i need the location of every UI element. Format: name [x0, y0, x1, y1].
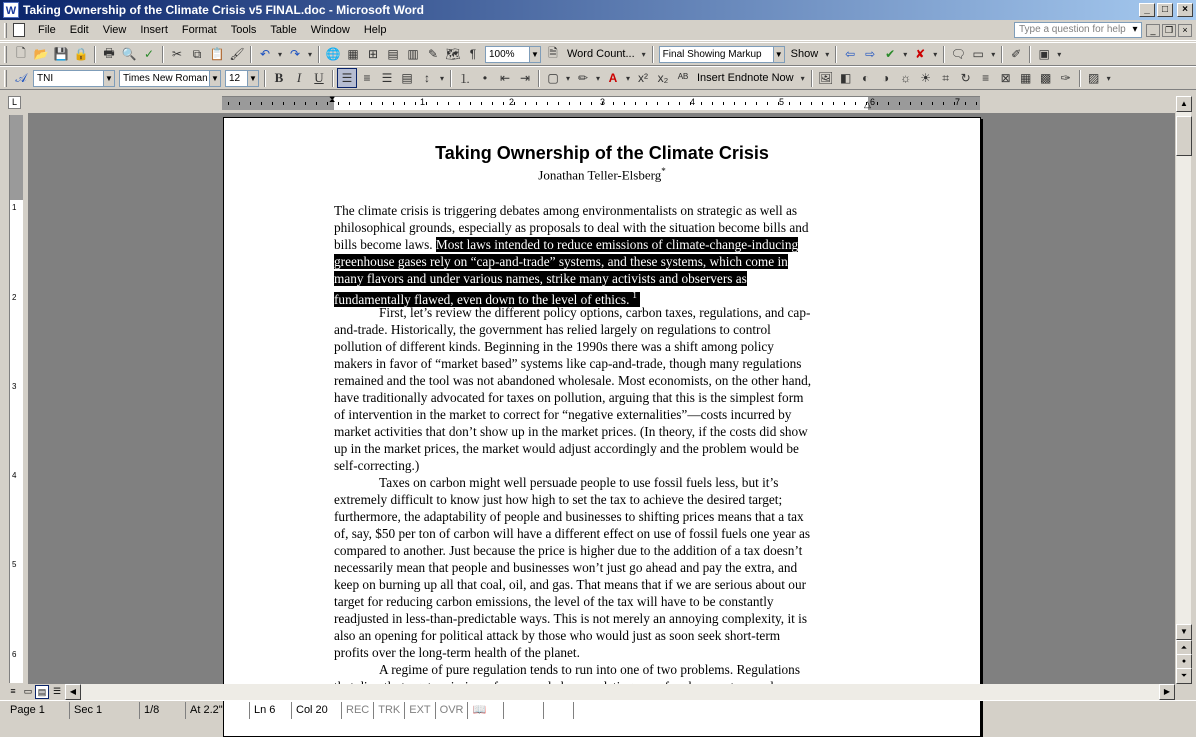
italic-button[interactable]: I	[296, 70, 302, 85]
word-count-dropdown-icon[interactable]: ▾	[641, 49, 646, 59]
status-line: Ln 6	[250, 702, 292, 719]
font-size-select[interactable]	[225, 70, 259, 87]
ruler-number: 4	[690, 97, 696, 107]
vertical-scrollbar[interactable]	[1175, 96, 1191, 684]
footnote-reference[interactable]: 1	[632, 290, 637, 301]
previous-page-icon[interactable]: ⏶	[1176, 640, 1192, 656]
insert-comment-icon[interactable]: 🗨	[950, 47, 966, 61]
picture-tool-icon-3[interactable]: ◑	[882, 71, 890, 85]
picture-tool-icon-1[interactable]: ◧	[839, 71, 852, 85]
selected-text: greenhouse gases rely on “cap-and-trade” systems, and these systems, which come in	[334, 254, 788, 270]
hyperlink-icon[interactable]: 🌐	[325, 47, 341, 61]
text-line: have traditionally advocated for taxes on pollution, arguing that this is the simplest form	[334, 390, 804, 406]
close-button[interactable]: ×	[1177, 3, 1193, 17]
text-line: compared to another. Just because the price is higher due to the addition of a tax doesn’t	[334, 543, 803, 559]
text-line: necessarily mean that people and businesses won’t just go ahead and pay the extra, and	[334, 560, 798, 576]
insert-table-icon[interactable]: ⊞	[367, 47, 379, 61]
scroll-right-icon[interactable]: ▶	[1159, 684, 1175, 700]
text-line: keep on burning up all that coal, oil, and gas. That means that if we are serious about our	[334, 577, 807, 593]
line-spacing-icon[interactable]: ↕	[424, 71, 430, 85]
line-style-icon[interactable]: ≡	[982, 71, 990, 85]
reset-picture-icon[interactable]: ▨	[1087, 71, 1100, 85]
insert-endnote-button[interactable]: Insert Endnote Now	[697, 72, 794, 84]
chevron-down-icon[interactable]: ▼	[529, 47, 540, 62]
document-area[interactable]	[28, 113, 1175, 684]
selected-text: many flavors and under various names, strike many activists and observers as	[334, 271, 747, 287]
zoom-value: 100%	[489, 48, 515, 60]
cut-icon[interactable]: ✂	[171, 47, 183, 61]
text-line: profits over the long-term health of the planet.	[334, 645, 580, 661]
accept-change-icon[interactable]: ✔	[885, 47, 896, 61]
status-column: Col 20	[292, 702, 342, 719]
font-value: Times New Roman	[123, 72, 208, 84]
ask-question-placeholder: Type a question for help	[1019, 24, 1126, 35]
tables-borders-icon[interactable]: ▦	[347, 47, 359, 61]
indent-marker-icon[interactable]: ⧗	[329, 94, 336, 104]
status-at: At 2.2"	[186, 702, 250, 719]
ruler-number: 1	[420, 97, 426, 107]
insert-endnote-icon: ᴬᴮ	[677, 71, 689, 85]
increase-indent-icon[interactable]: ⇥	[519, 71, 531, 85]
tab-selector[interactable]: L	[8, 96, 21, 109]
rotate-icon[interactable]: ↻	[960, 71, 971, 85]
ruler-number: 3	[600, 97, 606, 107]
border-icon[interactable]: ▢	[547, 71, 559, 85]
horizontal-scroll-row	[0, 684, 1196, 700]
vruler-number: 2	[12, 293, 17, 302]
text-line	[334, 253, 870, 270]
font-size-value: 12	[229, 72, 241, 84]
decrease-indent-icon[interactable]: ⇤	[499, 71, 511, 85]
menu-bar	[0, 20, 1196, 41]
next-page-icon[interactable]: ⏷	[1176, 668, 1192, 684]
paste-icon[interactable]: 📋	[209, 47, 225, 61]
toolbar-options-icon[interactable]: ▾	[1057, 49, 1062, 59]
vertical-ruler[interactable]	[9, 115, 23, 683]
author-footnote-mark: *	[661, 166, 666, 176]
outline-view-icon[interactable]: ☰	[52, 686, 62, 696]
menu-insert[interactable]: Insert	[140, 23, 168, 36]
status-ext[interactable]: EXT	[405, 702, 435, 719]
vruler-number: 5	[12, 560, 17, 569]
undo-dropdown-icon[interactable]: ▾	[277, 49, 282, 59]
columns-icon[interactable]: ▥	[407, 47, 419, 61]
text-line: makers in favor of “market based” systems like cap-and-trade, though many regulations	[334, 356, 802, 372]
scroll-left-icon[interactable]: ◀	[65, 684, 81, 700]
compress-icon[interactable]: ⊠	[1000, 71, 1011, 85]
status-page: Page 1	[0, 702, 70, 719]
style-select[interactable]	[33, 70, 115, 87]
text-line: pollution of different kinds. Beginning in the 1990s there was a shift among policy	[334, 339, 774, 355]
text-line: readjusted in less-than-predictable ways. This is not merely an annoying complexity, it is	[334, 611, 808, 627]
text-line: bills become laws. Most laws intended to reduce emissions of climate-change-inducing	[334, 237, 799, 253]
selected-text: fundamentally flawed, even down to the level of ethics. $^1$	[334, 292, 640, 307]
text-line: First, let’s review the different policy options, carbon taxes, regulations, and cap-	[379, 305, 811, 321]
undo-icon[interactable]: ↶	[259, 47, 271, 61]
crop-icon[interactable]: ⌗	[942, 70, 949, 85]
scroll-thumb[interactable]	[1176, 116, 1192, 156]
toolbar-options-icon[interactable]: ▾	[1106, 73, 1111, 83]
reject-dropdown-icon[interactable]: ▾	[933, 49, 938, 59]
text-line: philosophical grounds, especially as proposals to deal with the situation become bills and	[334, 220, 809, 236]
reject-change-icon[interactable]: ✘	[915, 47, 926, 61]
menu-help[interactable]: Help	[363, 23, 387, 36]
vruler-number: 4	[12, 471, 17, 480]
text-line: target for reducing carbon emissions, the level of the tax will have to be constantly	[334, 594, 774, 610]
chevron-down-icon[interactable]: ▾	[1132, 24, 1138, 35]
picture-tool-icon-5[interactable]: ☀	[920, 71, 931, 85]
picture-tool-icon-4[interactable]: ☼	[900, 71, 912, 85]
formatting-toolbar	[0, 66, 1196, 90]
status-ovr[interactable]: OVR	[436, 702, 469, 719]
paragraph-3[interactable]	[334, 474, 870, 661]
spelling-icon[interactable]: ✓	[143, 47, 155, 61]
window-title: Taking Ownership of the Climate Crisis v5 FINAL.doc - Microsoft Word	[23, 3, 424, 17]
numbering-icon[interactable]: ⒈	[458, 71, 471, 86]
standard-toolbar	[0, 42, 1196, 66]
menu-file[interactable]: File	[38, 23, 56, 36]
print-preview-icon[interactable]: 🔍	[121, 47, 137, 61]
text-line: market activities that don’t show up in the market prices. (In theory, if the costs did show	[334, 424, 808, 440]
bullets-icon[interactable]: •	[482, 71, 488, 85]
toolbar-grip[interactable]	[4, 70, 7, 87]
insert-excel-icon[interactable]: ▤	[387, 47, 399, 61]
open-folder-icon[interactable]: 📂	[33, 47, 49, 61]
show-hide-icon[interactable]: ¶	[469, 47, 477, 61]
horizontal-ruler[interactable]	[222, 96, 980, 110]
doc-close-button[interactable]: ×	[1178, 24, 1192, 37]
highlight-icon[interactable]: ▭	[972, 47, 984, 61]
highlight-dropdown-icon[interactable]: ▾	[991, 49, 996, 59]
style-value: TNI	[37, 72, 54, 84]
font-color-dropdown-icon[interactable]: ▾	[625, 73, 630, 83]
paragraph-1[interactable]	[334, 202, 870, 307]
toolbar-grip[interactable]	[4, 46, 7, 63]
permission-icon[interactable]: 🔒	[73, 47, 89, 61]
vruler-number: 1	[12, 203, 17, 212]
ruler-number: 5	[779, 97, 785, 107]
doc-restore-button[interactable]: ❐	[1162, 24, 1176, 37]
highlight-pen-dropdown-icon[interactable]: ▾	[595, 73, 600, 83]
scroll-up-icon[interactable]: ▲	[1176, 96, 1192, 112]
text-line: of, say, $50 per ton of carbon will have a different effect on use of fossil fuels one year as	[334, 526, 811, 542]
chevron-down-icon[interactable]: ▼	[773, 47, 784, 62]
styles-formatting-icon[interactable]: 𝒜	[15, 70, 27, 85]
text-line: also an opening for political attack by those who would just as soon seek short-term	[334, 628, 781, 644]
vruler-number: 3	[12, 382, 17, 391]
show-menu-button[interactable]: Show	[790, 48, 819, 60]
select-browse-object-icon[interactable]: ●	[1176, 654, 1192, 670]
redo-icon[interactable]: ↷	[289, 47, 301, 61]
previous-change-icon[interactable]: ⇦	[845, 47, 856, 61]
status-page-count: 1/8	[140, 702, 186, 719]
chevron-down-icon[interactable]: ▼	[247, 71, 258, 86]
chevron-down-icon[interactable]: ▼	[103, 71, 114, 86]
new-document-icon[interactable]: 🗋	[16, 45, 26, 60]
show-dropdown-icon[interactable]: ▾	[825, 49, 830, 59]
menu-view[interactable]: View	[102, 23, 127, 36]
doc-minimize-button[interactable]: _	[1146, 24, 1160, 37]
text-line: The climate crisis is triggering debates among environmentalists on strategic as well as	[334, 203, 798, 219]
font-select[interactable]	[119, 70, 221, 87]
ruler-number: 2	[509, 97, 515, 107]
status-trk[interactable]: TRK	[374, 702, 405, 719]
print-icon[interactable]: 🖶	[103, 45, 115, 60]
zoom-select[interactable]	[485, 46, 541, 63]
normal-view-icon[interactable]: ≡	[10, 686, 16, 696]
text-line: furthermore, the adaptability of people and businesses to shifting prices means that a tax	[334, 509, 804, 525]
next-change-icon[interactable]: ⇨	[865, 47, 876, 61]
underline-button[interactable]: U	[314, 70, 324, 85]
document-author: Jonathan Teller-Elsberg*	[538, 166, 666, 183]
redo-dropdown-icon[interactable]: ▾	[307, 49, 312, 59]
track-changes-icon[interactable]: ✐	[1011, 47, 1022, 61]
minimize-button[interactable]: _	[1139, 3, 1155, 17]
text-line: self-correcting.)	[334, 458, 420, 474]
maximize-button[interactable]: □	[1157, 3, 1173, 17]
menu-tools[interactable]: Tools	[230, 23, 257, 36]
ruler-number: 7	[955, 97, 961, 107]
menu-window[interactable]: Window	[310, 23, 350, 36]
ruler-number: 6	[870, 97, 876, 107]
align-left-icon[interactable]: ☰	[337, 68, 357, 88]
line-spacing-dropdown-icon[interactable]: ▾	[439, 73, 444, 83]
endnote-dropdown-icon[interactable]: ▾	[800, 73, 805, 83]
menu-edit[interactable]: Edit	[69, 23, 89, 36]
web-layout-icon[interactable]: ▭	[23, 686, 33, 696]
text-line: and-trade. Historically, the government has relied largely on regulations to control	[334, 322, 771, 338]
word-app-icon[interactable]: W	[3, 2, 19, 18]
picture-tool-icon-2[interactable]: ◐	[862, 71, 870, 85]
scroll-down-icon[interactable]: ▼	[1176, 624, 1192, 640]
insert-picture-icon[interactable]: 🖼	[818, 71, 834, 85]
align-right-icon[interactable]: ☰	[381, 71, 393, 85]
vruler-number: 6	[12, 650, 17, 659]
document-title: Taking Ownership of the Climate Crisis	[435, 143, 769, 163]
title-bar	[0, 0, 1196, 20]
drawing-icon[interactable]: ✎	[427, 47, 439, 61]
text-line	[334, 270, 870, 287]
align-center-icon[interactable]: ≡	[363, 71, 371, 85]
border-dropdown-icon[interactable]: ▾	[565, 73, 570, 83]
document-icon[interactable]	[13, 23, 25, 37]
chevron-down-icon[interactable]: ▼	[209, 71, 220, 86]
save-icon[interactable]: 💾	[53, 47, 69, 61]
status-bar	[0, 700, 1196, 720]
text-wrap-icon[interactable]: ▦	[1019, 71, 1032, 85]
print-layout-icon[interactable]: ▤	[35, 685, 49, 699]
copy-icon[interactable]: ⧉	[192, 46, 202, 61]
bold-button[interactable]: B	[274, 70, 284, 85]
text-line: extremely difficult to know just how high to set the tax to achieve the desired target;	[334, 492, 783, 508]
display-for-review-select[interactable]	[659, 46, 785, 63]
ruler-row	[0, 92, 1196, 112]
justify-icon[interactable]: ▤	[401, 71, 413, 85]
menu-table[interactable]: Table	[270, 23, 297, 36]
text-line: A regime of pure regulation tends to run into one of two problems. Regulations	[379, 662, 800, 678]
menu-format[interactable]: Format	[181, 23, 217, 36]
subscript-icon[interactable]: x₂	[657, 71, 669, 85]
horizontal-scrollbar[interactable]	[65, 684, 1175, 700]
font-color-icon[interactable]: A	[608, 71, 618, 85]
right-indent-marker-icon[interactable]: △	[864, 99, 871, 109]
paragraph-2[interactable]	[334, 304, 870, 474]
status-section: Sec 1	[70, 702, 140, 719]
word-count-button[interactable]: Word Count...	[567, 48, 635, 60]
set-transparent-icon[interactable]: ✑	[1060, 71, 1071, 85]
reviewing-pane-icon[interactable]: ▣	[1038, 47, 1050, 61]
format-picture-icon[interactable]: ▩	[1039, 71, 1052, 85]
spelling-status-icon[interactable]: 📖	[468, 702, 504, 719]
text-line: of intervention in the market to correct for “negative externalities”—costs incurred by	[334, 407, 792, 423]
menu-grip[interactable]	[4, 23, 7, 38]
text-line	[334, 287, 870, 307]
text-line: Taxes on carbon might well persuade people to use fossil fuels less, but it’s	[379, 475, 779, 491]
word-count-icon: 🗎	[548, 45, 558, 60]
text-line: up in the market prices, the market would adjust accordingly and the problem would be	[334, 441, 799, 457]
ask-question-box[interactable]	[1014, 22, 1142, 38]
status-rec[interactable]: REC	[342, 702, 374, 719]
display-for-review-value: Final Showing Markup	[662, 48, 762, 60]
document-page[interactable]	[223, 117, 981, 737]
highlight-pen-icon[interactable]: ✏	[577, 71, 589, 85]
text-line: remained and the tool was not abandoned wholesale. Most economists, on the other hand,	[334, 373, 812, 389]
format-painter-icon[interactable]: 🖌	[229, 47, 245, 61]
document-map-icon[interactable]: 🗺	[445, 47, 461, 61]
accept-dropdown-icon[interactable]: ▾	[903, 49, 908, 59]
selected-text: Most laws intended to reduce emissions of climate-change-inducing	[435, 237, 799, 253]
superscript-icon[interactable]: x²	[638, 71, 648, 85]
